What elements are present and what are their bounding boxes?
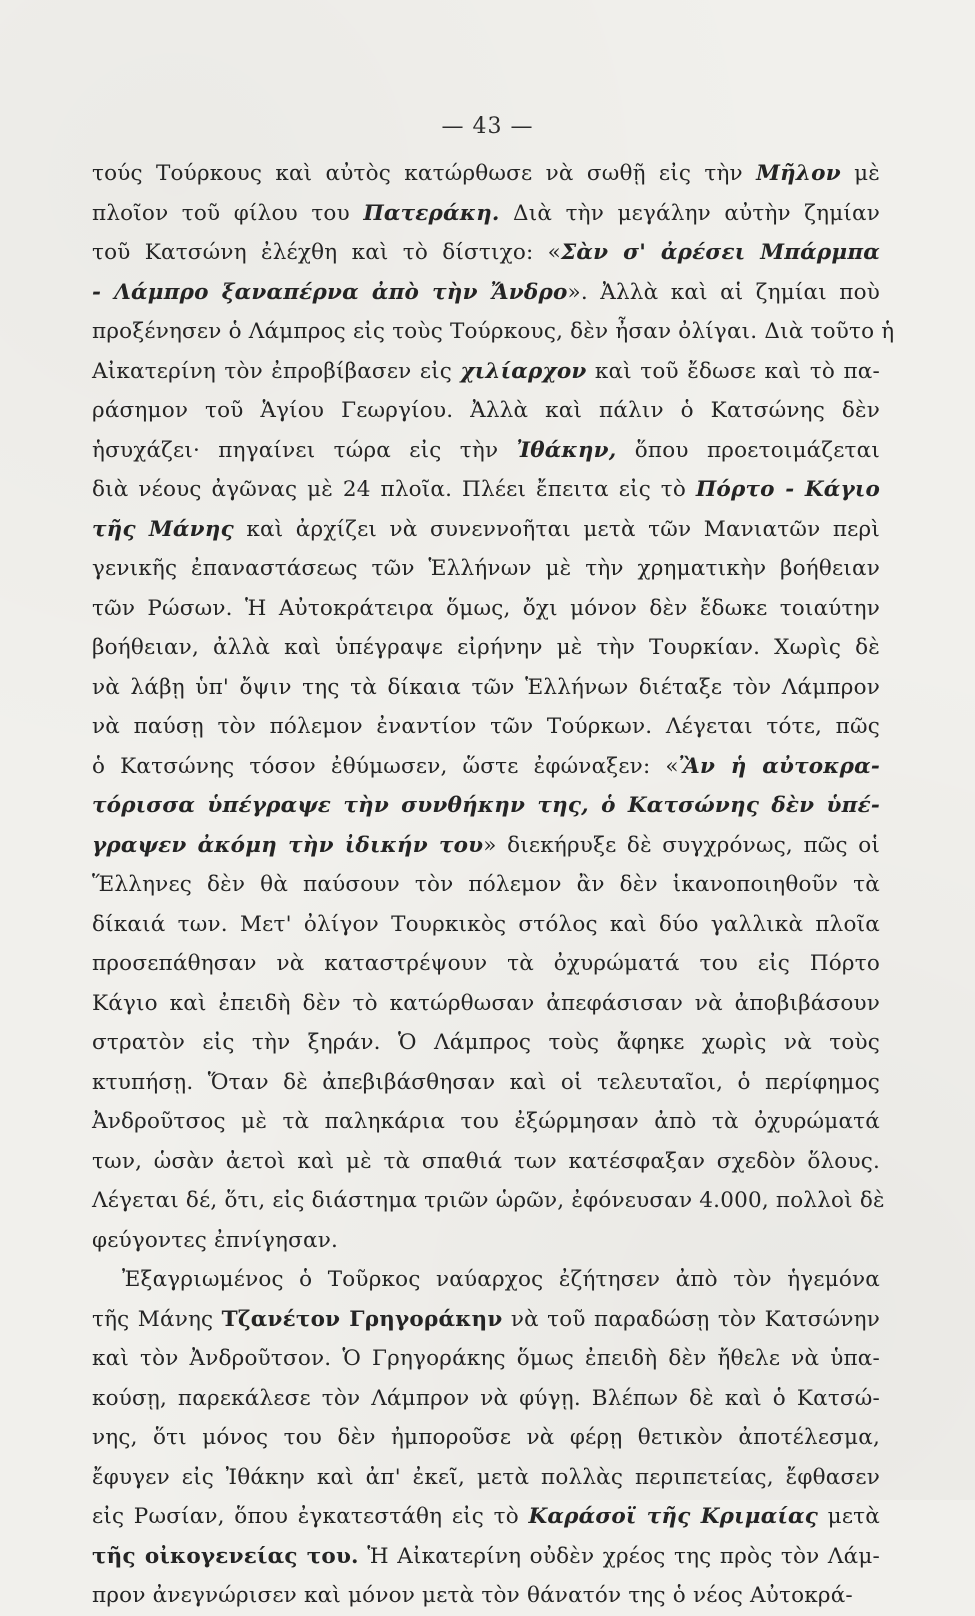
- text-segment: νὰ τοῦ παραδώσῃ τὸν Κατσώνην: [502, 1306, 880, 1332]
- text-line: [92, 1300, 880, 1340]
- text-segment: Διὰ τὴν μεγάλην αὐτὴν ζημίαν: [499, 200, 881, 226]
- text-line: [92, 1142, 880, 1182]
- emphasized-text: γραψεν ἀκόμη τὴν ἰδικήν του: [92, 832, 484, 858]
- text-segment: ράσημον τοῦ Ἁγίου Γεωργίου. Ἀλλὰ καὶ πάλιν ὁ Κατσώνης δὲν: [92, 398, 880, 423]
- text-line: [92, 1537, 880, 1577]
- text-segment: προν ἀνεγνώρισεν καὶ μόνον μετὰ τὸν θάνατόν της ὁ νέος Αὐτοκρά-: [92, 1583, 853, 1608]
- text-segment: » διεκήρυξε δὲ συγχρόνως, πῶς οἱ: [483, 832, 880, 858]
- text-line: [92, 668, 880, 708]
- text-segment: κτυπήσῃ. Ὅταν δὲ ἀπεβιβάσθησαν καὶ οἱ τελευταῖοι, ὁ περίφημος: [92, 1069, 880, 1095]
- text-line: [92, 1339, 880, 1379]
- text-segment: καὶ τοῦ ἔδωσε καὶ τὸ πα-: [586, 358, 880, 384]
- text-line: [92, 1576, 880, 1616]
- text-segment: στρατὸν εἰς τὴν ξηράν. Ὁ Λάμπρος τοὺς ἄφηκε χωρὶς νὰ τοὺς: [92, 1030, 880, 1055]
- text-line: [92, 1063, 880, 1103]
- text-line: [92, 154, 880, 194]
- text-line: [92, 1379, 880, 1419]
- text-segment: νης, ὅτι μόνος του δὲν ἠμποροῦσε νὰ φέρῃ θετικὸν ἀποτέλεσμα,: [92, 1425, 880, 1450]
- text-line: [92, 549, 880, 589]
- text-segment: Αἰκατερίνη τὸν ἐπροβίβασεν εἰς: [92, 358, 461, 384]
- text-line: [92, 391, 880, 431]
- text-line: [92, 944, 880, 984]
- text-line: [92, 1181, 885, 1221]
- text-line: [92, 352, 880, 392]
- text-line: [92, 786, 880, 826]
- text-line: [92, 865, 880, 905]
- emphasized-text: Μῆλον: [756, 161, 841, 186]
- text-line: [92, 1221, 880, 1261]
- text-line: [92, 1497, 880, 1537]
- text-line: [92, 707, 880, 747]
- text-segment: ». Ἀλλὰ καὶ αἱ ζημίαι ποὺ: [567, 279, 881, 305]
- emphasized-text: τῆς οἰκογενείας του.: [92, 1543, 359, 1569]
- text-segment: προξένησεν ὁ Λάμπρος εἰς τοὺς Τούρκους, δὲν ἦσαν ὀλίγαι. Διὰ τοῦτο ἡ: [92, 319, 895, 344]
- text-segment: μὲ: [840, 161, 880, 186]
- emphasized-text: Ἂν ἡ αὐτοκρα-: [678, 753, 880, 779]
- emphasized-text: Πόρτο - Κάγιο: [695, 477, 881, 502]
- text-line: [92, 1102, 880, 1142]
- text-line: [92, 826, 880, 866]
- text-line: [92, 905, 880, 945]
- page-number: — 43 —: [441, 114, 534, 139]
- text-line: [92, 589, 880, 629]
- text-line: [92, 431, 880, 471]
- text-segment: μετὰ: [818, 1504, 880, 1529]
- text-segment: βοήθειαν, ἀλλὰ καὶ ὑπέγραψε εἰρήνην μὲ τὴν Τουρκίαν. Χωρὶς δὲ: [92, 635, 880, 660]
- text-line: [92, 233, 880, 273]
- text-segment: ἔφυγεν εἰς Ἰθάκην καὶ ἀπ' ἐκεῖ, μετὰ πολλὰς περιπετείας, ἔφθασεν: [92, 1464, 880, 1490]
- text-segment: τοῦ Κατσώνη ἐλέχθη καὶ τὸ δίστιχο: «: [92, 240, 562, 265]
- emphasized-text: Τζανέτον Γρηγοράκην: [221, 1306, 503, 1332]
- text-segment: τῆς Μάνης: [92, 1306, 222, 1332]
- emphasized-text: Σὰν σ' ἀρέσει Μπάρμπα: [561, 240, 880, 265]
- text-segment: ἡσυχάζει· πηγαίνει τώρα εἰς τὴν: [92, 437, 517, 463]
- emphasized-text: Καράσοϊ τῆς Κριμαίας: [528, 1504, 819, 1529]
- emphasized-text: Ἰθάκην,: [516, 437, 617, 463]
- emphasized-text: τόρισσα ὑπέγραψε τὴν συνθήκην της, ὁ Κατσώνης δὲν ὑπέ-: [92, 793, 880, 818]
- emphasized-text: χιλίαρχον: [460, 358, 587, 384]
- emphasized-text: Πατεράκη.: [363, 200, 500, 226]
- text-line: [92, 510, 880, 550]
- text-segment: προσεπάθησαν νὰ καταστρέψουν τὰ ὀχυρώματά του εἰς Πόρτο: [92, 951, 880, 976]
- text-segment: νὰ λάβῃ ὑπ' ὄψιν της τὰ δίκαια τῶν Ἑλλήνων διέταξε τὸν Λάμπρον: [92, 674, 880, 700]
- text-line: [92, 1458, 880, 1498]
- text-line: [92, 984, 880, 1024]
- text-segment: πλοῖον τοῦ φίλου του: [92, 200, 364, 226]
- text-segment: κούσῃ, παρεκάλεσε τὸν Λάμπρον νὰ φύγῃ. Βλέπων δὲ καὶ ὁ Κατσώ-: [92, 1385, 880, 1411]
- text-line: [92, 1023, 880, 1063]
- text-segment: των, ὡσὰν ἀετοὶ καὶ μὲ τὰ σπαθιά των κατέσφαξαν σχεδὸν ὅλους.: [92, 1148, 880, 1174]
- text-line: [92, 747, 880, 787]
- text-segment: ὅπου προετοιμάζεται: [616, 437, 880, 463]
- emphasized-text: - Λάμπρο ξαναπέρνα ἀπὸ τὴν Ἄνδρο: [92, 279, 568, 305]
- text-segment: Ἐξαγριωμένος ὁ Τοῦρκος ναύαρχος ἐζήτησεν ἀπὸ τὸν ἡγεμόνα: [122, 1267, 880, 1292]
- text-segment: Ἕλληνες δὲν θὰ παύσουν τὸν πόλεμον ἂν δὲν ἱκανοποιηθοῦν τὰ: [92, 872, 880, 897]
- text-segment: γενικῆς ἐπαναστάσεως τῶν Ἑλλήνων μὲ τὴν χρηματικὴν βοήθειαν: [92, 556, 880, 581]
- text-line: [92, 1260, 880, 1300]
- text-line: [92, 470, 880, 510]
- text-segment: Κάγιο καὶ ἐπειδὴ δὲν τὸ κατώρθωσαν ἀπεφάσισαν νὰ ἀποβιβάσουν: [92, 990, 880, 1016]
- text-segment: φεύγοντες ἐπνίγησαν.: [92, 1227, 339, 1253]
- emphasized-text: τῆς Μάνης: [92, 516, 234, 542]
- text-segment: εἰς Ρωσίαν, ὅπου ἐγκατεστάθη εἰς τὸ: [92, 1504, 529, 1529]
- text-segment: Ἀνδροῦτσος μὲ τὰ παληκάρια του ἐξώρμησαν ἀπὸ τὰ ὀχυρώματά: [92, 1109, 880, 1134]
- text-segment: τούς Τούρκους καὶ αὐτὸς κατώρθωσε νὰ σωθῇ εἰς τὴν: [92, 161, 757, 186]
- text-line: [92, 273, 880, 313]
- text-line: [92, 312, 895, 352]
- text-segment: διὰ νέους ἀγῶνας μὲ 24 πλοῖα. Πλέει ἔπειτα εἰς τὸ: [92, 477, 696, 502]
- text-segment: τῶν Ρώσων. Ἡ Αὐτοκράτειρα ὅμως, ὄχι μόνον δὲν ἔδωκε τοιαύτην: [92, 595, 880, 621]
- text-segment: δίκαιά των. Μετ' ὀλίγον Τουρκικὸς στόλος καὶ δύο γαλλικὰ πλοῖα: [92, 911, 880, 937]
- text-segment: νὰ παύσῃ τὸν πόλεμον ἐναντίον τῶν Τούρκων. Λέγεται τότε, πῶς: [92, 714, 880, 739]
- text-line: [92, 628, 880, 668]
- text-segment: ὁ Κατσώνης τόσον ἐθύμωσεν, ὥστε ἐφώναξεν: «: [92, 753, 679, 779]
- body-text: [92, 154, 895, 1616]
- text-line: [92, 1418, 880, 1458]
- text-segment: καὶ τὸν Ἀνδροῦτσον. Ὁ Γρηγοράκης ὅμως ἐπειδὴ δὲν ἤθελε νὰ ὑπα-: [92, 1346, 880, 1371]
- text-line: [92, 194, 880, 234]
- text-segment: Λέγεται δέ, ὅτι, εἰς διάστημα τριῶν ὡρῶν, ἐφόνευσαν 4.000, πολλοὶ δὲ: [92, 1188, 885, 1213]
- text-segment: Ἡ Αἰκατερίνη οὐδὲν χρέος της πρὸς τὸν Λάμ-: [358, 1543, 880, 1569]
- text-segment: καὶ ἀρχίζει νὰ συνεννοῆται μετὰ τῶν Μανιατῶν περὶ: [233, 516, 880, 542]
